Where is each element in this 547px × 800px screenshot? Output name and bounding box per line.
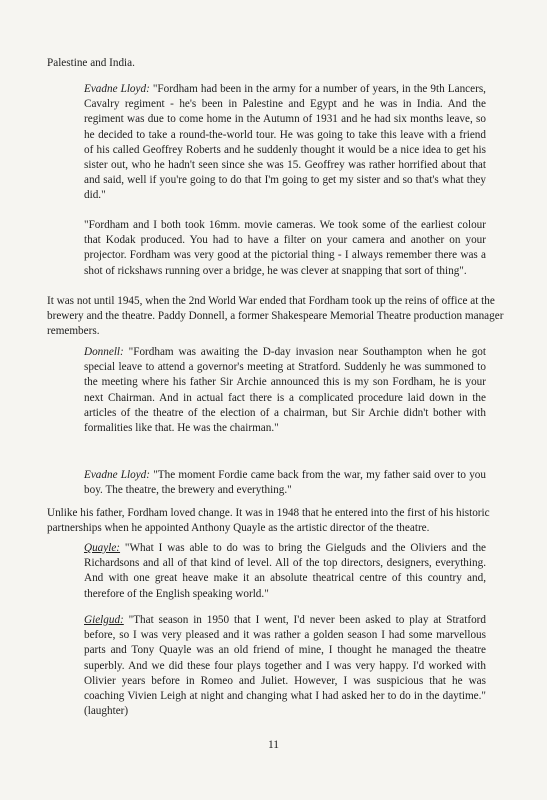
quote-text: "Fordham had been in the army for a number of years, in the 9th Lancers, Cavalry regiment - he's been in Palestine and Egypt and he was in India. And the regiment was due to come home in the Autumn of 1931 and he had six months leave, so he decided to take a round-the-world tour. He was going to take this leave with a friend of his called Geoffrey Roberts and he suddenly thought it would be a nice idea to get his sister out, who he hadn't seen since she was 15. Geoffrey was rather horrified about that and said, well if you're going to do that I'm going to get my sister and so that's what they did." <box>84 83 486 202</box>
speaker-label: Donnell: <box>84 346 124 358</box>
speaker-label: Gielgud: <box>84 614 124 626</box>
quote-evadne-lloyd-3 <box>84 468 486 498</box>
quote-text: "The moment Fordie came back from the war, my father said over to you boy. The theatre, the brewery and everything." <box>84 469 486 497</box>
narration-paragraph-2: Unlike his father, Fordham loved change. It was in 1948 that he entered into the first of his historic partnerships when he appointed Anthony Quayle as the artistic director of the theatre. <box>47 507 490 535</box>
quote-gielgud <box>84 613 486 719</box>
quote-evadne-lloyd-1 <box>84 82 486 204</box>
page-number: 11 <box>267 739 280 751</box>
quote-text: "What I was able to do was to bring the Gielguds and the Oliviers and the Richardsons and all of that kind of level. All of the top directors, designers, everything. And with one great heave make it an absolute theatrical centre of this country and, therefore of the English speaking world." <box>84 542 486 600</box>
quote-text: "Fordham was awaiting the D-day invasion near Southampton when he got special leave to attend a governor's meeting at Stratford. Suddenly he was summoned to the meeting where his father Sir Archie announced this is my son Fordham, he is your next Chairman. And in actual fact there is a complicated procedure laid down in the articles of the theatre of the election of a chairman, but Sir Archie didn't bother with formalities like that. He was the chairman." <box>84 346 486 435</box>
quote-text: "That season in 1950 that I went, I'd never been asked to play at Stratford before, so I was very pleased and it was rather a golden season I had some marvellous parts and Tony Quayle was an old friend of mine, I thought he managed the theatre superbly. And we did these four plays together and I was very happy. I'd worked with Olivier years before in Romeo and Juliet. However, I was suspicious that he was coaching Vivien Leigh at night and changing what I had asked her to do in the daytime." (laughter) <box>84 614 486 718</box>
quote-quayle <box>84 541 486 602</box>
quote-text: "Fordham and I both took 16mm. movie cameras. We took some of the earliest colour that Kodak produced. You had to have a filter on your camera and another on your projector. Fordham was very good at the pictorial thing - I always remember there was a shot of rickshaws running over a bridge, he was clever at snapping that sort of thing". <box>84 219 486 277</box>
speaker-label: Evadne Lloyd: <box>84 83 150 95</box>
intro-line: Palestine and India. <box>47 57 135 69</box>
quote-evadne-lloyd-2 <box>84 218 486 279</box>
speaker-label: Evadne Lloyd: <box>84 469 150 481</box>
speaker-label: Quayle: <box>84 542 121 554</box>
quote-donnell <box>84 345 486 436</box>
narration-paragraph-1: It was not until 1945, when the 2nd World War ended that Fordham took up the reins of office at the brewery and the theatre. Paddy Donnell, a former Shakespeare Memorial Theatre production manager remembers. <box>47 295 504 338</box>
